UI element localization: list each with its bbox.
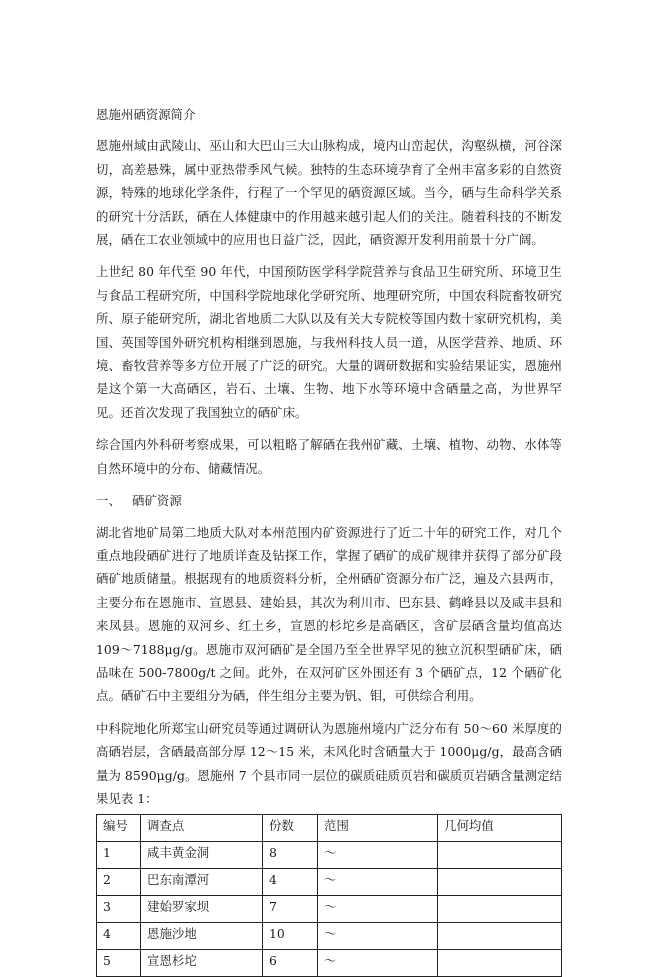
header-cell-count: 份数 (263, 815, 318, 842)
table-row (97, 950, 562, 977)
cell-number: 1 (97, 842, 141, 869)
cell-count: 10 (263, 923, 318, 950)
cell-range: ～ (318, 923, 438, 950)
cell-site: 巴东南潭河 (141, 869, 263, 896)
cell-number: 2 (97, 869, 141, 896)
cell-number: 3 (97, 896, 141, 923)
header-cell-number: 编号 (97, 815, 141, 842)
section-title: 硒矿资源 (132, 493, 182, 509)
table-row (97, 842, 562, 869)
cell-site: 宣恩杉坨 (141, 950, 263, 977)
cell-range: ～ (318, 950, 438, 977)
cell-range: ～ (318, 896, 438, 923)
cell-site: 咸丰黄金洞 (141, 842, 263, 869)
cell-site: 恩施沙地 (141, 923, 263, 950)
paragraph-summary: 综合国内外科研考察成果，可以粗略了解硒在我州矿藏、土壤、植物、动物、水体等自然环境中的分布、储藏情况。 (96, 437, 562, 476)
selenium-table (96, 814, 562, 977)
cell-range: ～ (318, 869, 438, 896)
table-header-row (97, 815, 562, 842)
cell-count: 6 (263, 950, 318, 977)
table-row (97, 923, 562, 950)
paragraph-intro: 恩施州域由武陵山、巫山和大巴山三大山脉构成，境内山峦起伏，沟壑纵横，河谷深切，高差悬殊，属中亚热带季风气候。独特的生态环境孕育了全州丰富多彩的自然资源，特殊的地球化学条件，行程了一个罕见的硒资源区域。当今，硒与生命科学关系的研究十分活跃，硒在人体健康中的作用越来越引起人们的关注。随着科技的不断发展，硒在工农业领域中的应用也日益广泛，因此，硒资源开发利用前景十分广阔。 (96, 138, 562, 248)
paragraph-research: 上世纪 80 年代至 90 年代，中国预防医学科学院营养与食品卫生研究所、环境卫生与食品工程研究所，中国科学院地球化学研究所、地理研究所，中国农科院畜牧研究所、原子能研究所，湖北省地质二大队以及有关大专院校等国内数十家研究机构，美国、英国等国外研究机构相继到恩施，与我州科技人员一道，从医学营养、地质、环境、畜牧营养等多方位开展了广泛的研究。大量的调研数据和实验结果证实，恩施州是这个第一大高硒区，岩石、土壤、生物、地下水等环境中含硒量之高，为世界罕见。还首次发现了我国独立的硒矿床。 (96, 264, 562, 420)
cell-count: 8 (263, 842, 318, 869)
document-title: 恩施州硒资源简介 (96, 107, 196, 122)
cell-geomean (438, 842, 562, 869)
cell-count: 7 (263, 896, 318, 923)
cell-site: 建始罗家坝 (141, 896, 263, 923)
cell-geomean (438, 923, 562, 950)
header-cell-range: 范围 (318, 815, 438, 842)
cell-geomean (438, 869, 562, 896)
table-row (97, 896, 562, 923)
table-row (97, 869, 562, 896)
cell-number: 4 (97, 923, 141, 950)
cell-count: 4 (263, 869, 318, 896)
document-body (96, 103, 562, 977)
section-number: 一、 (96, 493, 121, 509)
paragraph-rock-layers: 中科院地化所郑宝山研究员等通过调研认为恩施州境内广泛分布有 50～60 米厚度的高硒岩层，含硒最高部分厚 12～15 米，未风化时含硒量大于 1000μg/g，最高含硒量为 8590μg/g。恩施州 7 个县市同一层位的碳质硅质页岩和碳质页岩硒含量测定结果见表 1： (96, 720, 562, 806)
cell-number: 5 (97, 950, 141, 977)
cell-geomean (438, 896, 562, 923)
section-heading (96, 489, 562, 512)
paragraph-selenium-ore: 湖北省地矿局第二地质大队对本州范围内矿资源进行了近二十年的研究工作，对几个重点地段硒矿进行了地质详查及钻探工作，掌握了硒矿的成矿规律并获得了部分矿段硒矿地质储量。根据现有的地质资料分析，全州硒矿资源分布广泛，遍及六县两市，主要分布在恩施市、宣恩县、建始县，其次为利川市、巴东县、鹤峰县以及咸丰县和来凤县。恩施的双河乡、红土乡，宣恩的杉坨乡是高硒区，含矿层硒含量均值高达 109～7188μg/g。恩施市双河硒矿是全国乃至全世界罕见的独立沉积型硒矿床，硒品味在 500-7800g/t 之间。此外，在双河矿区外围还有 3 个硒矿点，12 个硒矿化点。硒矿石中主要组分为硒，伴生组分主要为钒、钼，可供综合利用。 (96, 524, 562, 704)
header-cell-site: 调查点 (141, 815, 263, 842)
cell-range: ～ (318, 842, 438, 869)
cell-geomean (438, 950, 562, 977)
header-cell-geomean: 几何均值 (438, 815, 562, 842)
